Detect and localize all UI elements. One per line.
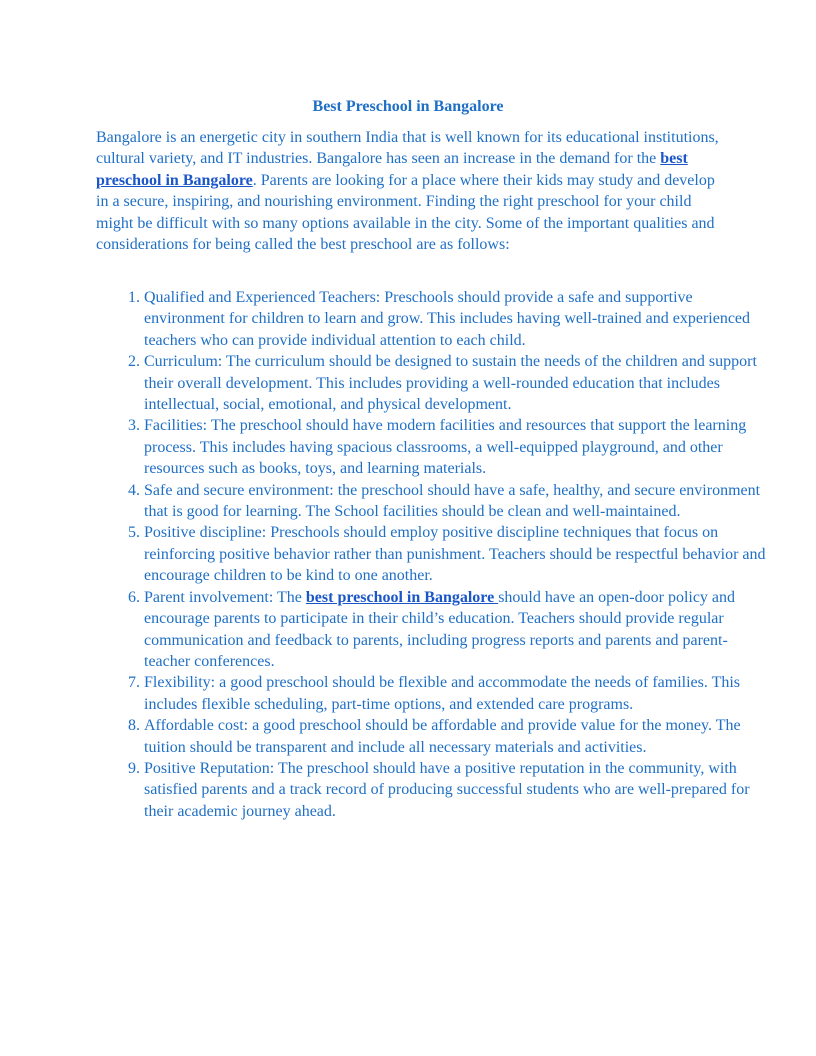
list-item-text: Positive Reputation: The preschool should have a positive reputation in the community, with satisfied parents and a track record of producing successful students who are well-prepared for their academic journey ahead. — [144, 759, 750, 820]
list-item — [144, 480, 768, 523]
list-item-text: Flexibility: a good preschool should be flexible and accommodate the needs of families. This includes flexible scheduling, part-time options, and extended care programs. — [144, 674, 741, 713]
list-item-text: Safe and secure environment: the preschool should have a safe, healthy, and secure environment that is good for learning. The School facilities should be clean and well-maintained. — [144, 481, 761, 521]
qualities-list — [96, 287, 768, 822]
list-item — [144, 287, 768, 351]
list-item-text: Positive discipline: Preschools should employ positive discipline techniques that focus on reinforcing positive behavior rather than punishment. Teachers should be respectful behavior and encourage children to be kind to one another. — [144, 524, 766, 585]
list-item — [144, 587, 768, 673]
intro-text-start: Bangalore is an energetic city in southern India that is well known for its educational institutions, cultural variety, and IT industries. Bangalore has seen an increase in the demand for the — [96, 129, 719, 168]
best-preschool-link-inline[interactable]: best preschool in Bangalore — [305, 588, 499, 606]
list-item — [144, 758, 768, 822]
list-item — [144, 672, 768, 715]
list-item-text: Affordable cost: a good preschool should be affordable and provide value for the money. The tuition should be transparent and include all necessary materials and activities. — [144, 717, 741, 756]
list-item — [144, 415, 768, 479]
list-item-text: Qualified and Experienced Teachers: Preschools should provide a safe and supportive environment for children to learn and grow. This includes having well-trained and experienced teachers who can provide individual attention to each child. — [144, 289, 751, 349]
list-item-text: Curriculum: The curriculum should be designed to sustain the needs of the children and support their overall development. This includes providing a well-rounded education that includes intellectual, social, emotional, and physical development. — [144, 353, 757, 414]
list-item — [144, 351, 768, 415]
intro-paragraph — [96, 127, 720, 255]
page-title: Best Preschool in Bangalore — [312, 98, 504, 115]
intro-text-end: . Parents are looking for a place where their kids may study and develop in a secure, inspiring, and nourishing environment. Finding the right preschool for your child might be difficult with so many options available in the city. Some of the important qualities and considerations for being called the best preschool are as follows: — [96, 171, 715, 254]
list-item-text-start: Parent involvement: The — [144, 588, 306, 606]
list-item-text-end: should have an open-door policy and encourage parents to participate in their child’s education. Teachers should provide regular communication and feedback to parents, including progress reports and parents and parent-teacher conferences. — [144, 588, 736, 670]
list-item-text: Facilities: The preschool should have modern facilities and resources that support the learning process. This includes having spacious classrooms, a well-equipped playground, and other resources such as books, toys, and learning materials. — [144, 417, 747, 478]
list-item — [144, 522, 768, 586]
best-preschool-link[interactable]: best preschool in Bangalore — [96, 150, 688, 189]
list-item — [144, 715, 768, 758]
